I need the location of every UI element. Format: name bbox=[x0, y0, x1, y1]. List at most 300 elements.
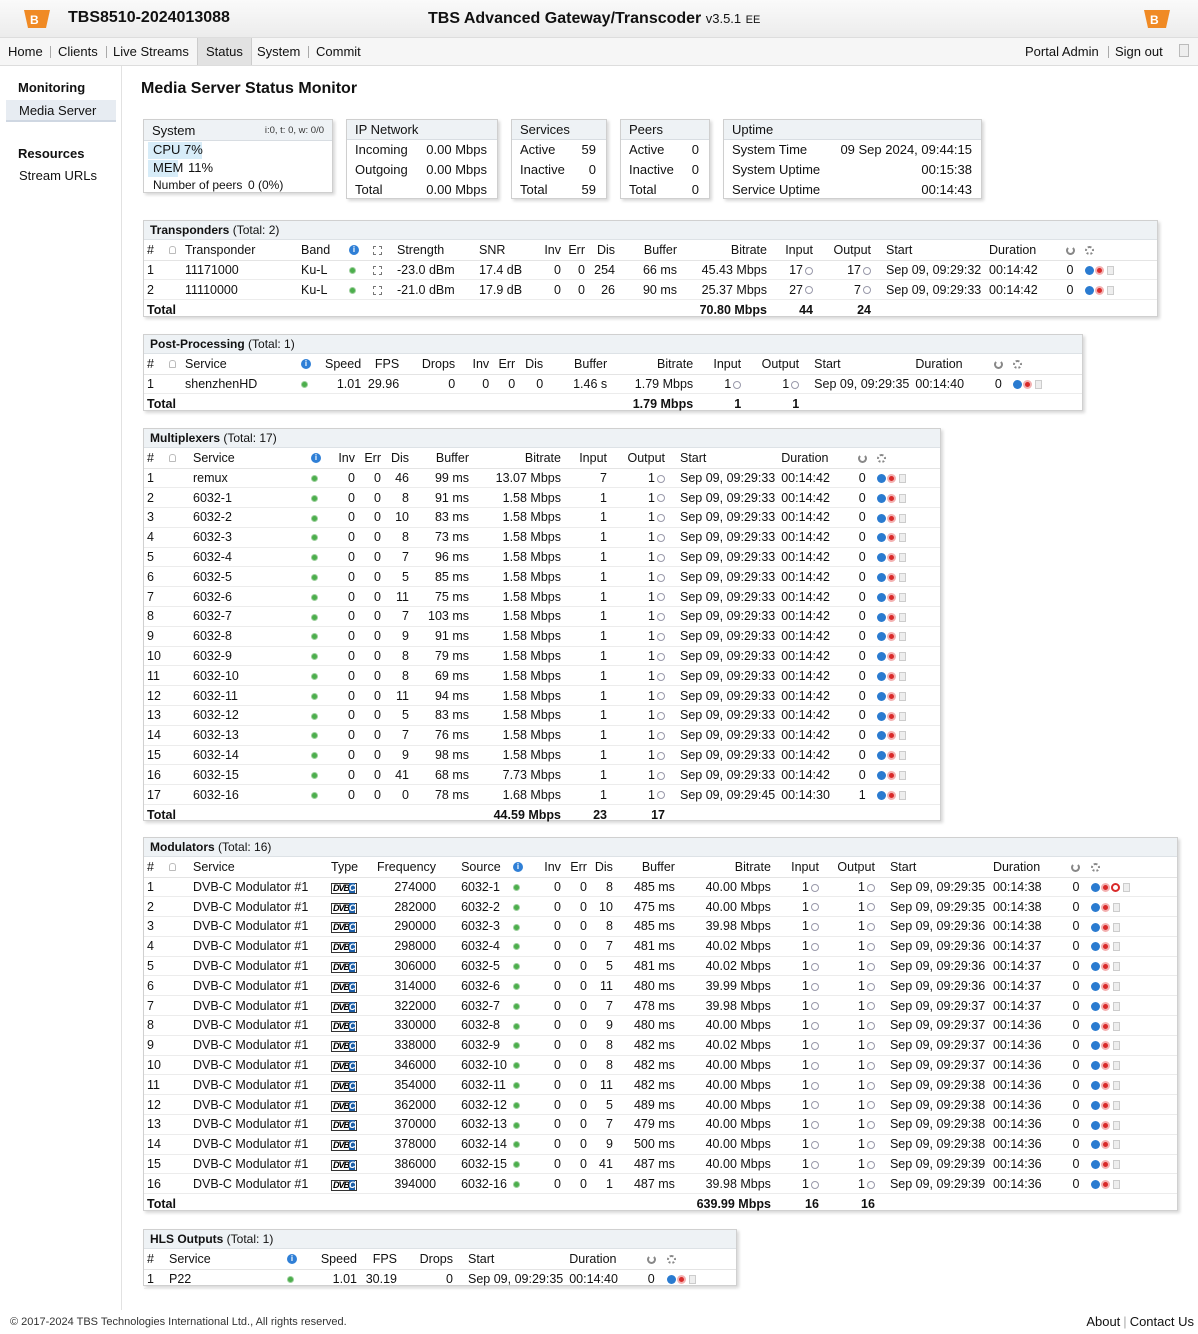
col-input[interactable]: Input bbox=[696, 354, 744, 374]
document-icon[interactable] bbox=[899, 652, 906, 661]
document-icon[interactable] bbox=[1113, 1180, 1120, 1189]
play-icon[interactable] bbox=[877, 791, 886, 800]
magnifier-icon[interactable] bbox=[811, 903, 819, 911]
input[interactable] bbox=[774, 1075, 822, 1095]
output[interactable] bbox=[822, 1055, 878, 1075]
col-service[interactable]: Service bbox=[190, 448, 308, 468]
col-err[interactable]: Err bbox=[564, 857, 590, 877]
nav-sign-out[interactable]: Sign out bbox=[1115, 44, 1163, 59]
play-icon[interactable] bbox=[1091, 962, 1100, 971]
play-icon[interactable] bbox=[1091, 1121, 1100, 1130]
stop-icon[interactable] bbox=[1101, 1121, 1110, 1130]
col-frequency[interactable]: Frequency bbox=[374, 857, 439, 877]
stop-icon[interactable] bbox=[1101, 1022, 1110, 1031]
col-inv[interactable]: Inv bbox=[332, 448, 358, 468]
col-duration[interactable]: Duration bbox=[986, 240, 1058, 260]
col-duration[interactable]: Duration bbox=[566, 1249, 638, 1269]
output[interactable] bbox=[610, 745, 668, 765]
output[interactable] bbox=[822, 1095, 878, 1115]
document-icon[interactable] bbox=[1113, 942, 1120, 951]
contact-link[interactable]: Contact Us bbox=[1129, 1314, 1194, 1329]
magnifier-icon[interactable] bbox=[657, 494, 665, 502]
magnifier-icon[interactable] bbox=[867, 1002, 875, 1010]
col-start[interactable]: Start bbox=[802, 354, 912, 374]
play-icon[interactable] bbox=[1091, 1041, 1100, 1050]
antenna-icon[interactable] bbox=[373, 266, 382, 275]
magnifier-icon[interactable] bbox=[867, 903, 875, 911]
document-icon[interactable] bbox=[1113, 1041, 1120, 1050]
col-inv[interactable]: Inv bbox=[538, 240, 564, 260]
magnifier-icon[interactable] bbox=[867, 1062, 875, 1070]
magnifier-icon[interactable] bbox=[657, 574, 665, 582]
input[interactable] bbox=[774, 1154, 822, 1174]
play-icon[interactable] bbox=[877, 692, 886, 701]
input[interactable] bbox=[774, 996, 822, 1016]
document-icon[interactable] bbox=[1113, 962, 1120, 971]
magnifier-icon[interactable] bbox=[811, 943, 819, 951]
play-icon[interactable] bbox=[1085, 286, 1094, 295]
antenna-icon[interactable] bbox=[373, 286, 382, 295]
output[interactable] bbox=[816, 280, 874, 300]
output[interactable] bbox=[822, 1154, 878, 1174]
document-icon[interactable] bbox=[1107, 266, 1114, 275]
play-icon[interactable] bbox=[1091, 982, 1100, 991]
input[interactable] bbox=[770, 260, 816, 280]
magnifier-icon[interactable] bbox=[867, 1022, 875, 1030]
output[interactable] bbox=[816, 260, 874, 280]
magnifier-icon[interactable] bbox=[811, 1121, 819, 1129]
col-bitrate[interactable]: Bitrate bbox=[678, 857, 774, 877]
magnifier-icon[interactable] bbox=[811, 1022, 819, 1030]
stop-icon[interactable] bbox=[677, 1275, 686, 1284]
col-service[interactable]: Service bbox=[166, 1249, 284, 1269]
magnifier-icon[interactable] bbox=[657, 554, 665, 562]
stop-icon[interactable] bbox=[1101, 923, 1110, 932]
play-icon[interactable] bbox=[877, 474, 886, 483]
col-output[interactable]: Output bbox=[744, 354, 802, 374]
magnifier-icon[interactable] bbox=[657, 514, 665, 522]
play-icon[interactable] bbox=[1091, 1022, 1100, 1031]
document-icon[interactable] bbox=[899, 771, 906, 780]
col-output[interactable]: Output bbox=[816, 240, 874, 260]
document-icon[interactable] bbox=[1113, 1140, 1120, 1149]
document-icon[interactable] bbox=[899, 474, 906, 483]
magnifier-icon[interactable] bbox=[867, 1121, 875, 1129]
play-icon[interactable] bbox=[877, 573, 886, 582]
document-icon[interactable] bbox=[899, 712, 906, 721]
play-icon[interactable] bbox=[1091, 1081, 1100, 1090]
input[interactable] bbox=[696, 374, 744, 394]
col-drops[interactable]: Drops bbox=[402, 354, 458, 374]
document-icon[interactable] bbox=[899, 533, 906, 542]
col-strength[interactable]: Strength bbox=[394, 240, 476, 260]
play-icon[interactable] bbox=[1091, 903, 1100, 912]
document-icon[interactable] bbox=[1113, 1022, 1120, 1031]
stop-icon[interactable] bbox=[887, 474, 896, 483]
stop-icon[interactable] bbox=[887, 672, 896, 681]
input[interactable] bbox=[774, 1174, 822, 1194]
sidebar-item-media-server[interactable]: Media Server bbox=[6, 100, 116, 122]
document-icon[interactable] bbox=[899, 494, 906, 503]
col-inv[interactable]: Inv bbox=[458, 354, 492, 374]
play-icon[interactable] bbox=[1091, 1160, 1100, 1169]
play-icon[interactable] bbox=[877, 533, 886, 542]
play-icon[interactable] bbox=[1091, 883, 1100, 892]
output[interactable] bbox=[610, 626, 668, 646]
input-value: 1 bbox=[801, 1077, 809, 1092]
play-icon[interactable] bbox=[1091, 1061, 1100, 1070]
col-dis[interactable]: Dis bbox=[518, 354, 546, 374]
magnifier-icon[interactable] bbox=[867, 943, 875, 951]
play-icon[interactable] bbox=[877, 632, 886, 641]
output[interactable] bbox=[610, 666, 668, 686]
output[interactable] bbox=[822, 976, 878, 996]
magnifier-icon[interactable] bbox=[867, 1082, 875, 1090]
document-icon[interactable] bbox=[899, 593, 906, 602]
document-icon[interactable] bbox=[1113, 903, 1120, 912]
col-transponder[interactable]: Transponder bbox=[182, 240, 298, 260]
stop-icon[interactable] bbox=[1101, 1180, 1110, 1189]
col-duration[interactable]: Duration bbox=[778, 448, 850, 468]
magnifier-icon[interactable] bbox=[811, 1082, 819, 1090]
output[interactable] bbox=[610, 567, 668, 587]
nav-status[interactable]: Status bbox=[197, 38, 252, 65]
nav-clients[interactable]: Clients bbox=[58, 44, 98, 59]
output[interactable] bbox=[822, 917, 878, 937]
play-icon[interactable] bbox=[1013, 380, 1022, 389]
stop-icon[interactable] bbox=[887, 514, 896, 523]
magnifier-icon[interactable] bbox=[867, 1101, 875, 1109]
output[interactable] bbox=[822, 1035, 878, 1055]
col-duration[interactable]: Duration bbox=[912, 354, 986, 374]
output[interactable] bbox=[822, 897, 878, 917]
stop-icon[interactable] bbox=[1101, 1160, 1110, 1169]
output[interactable] bbox=[610, 607, 668, 627]
col-bitrate[interactable]: Bitrate bbox=[610, 354, 696, 374]
stop-icon[interactable] bbox=[1101, 1081, 1110, 1090]
status-cell bbox=[510, 897, 534, 917]
stop-icon[interactable] bbox=[887, 771, 896, 780]
document-icon[interactable] bbox=[1113, 1121, 1120, 1130]
magnifier-icon[interactable] bbox=[867, 1181, 875, 1189]
magnifier-icon[interactable] bbox=[657, 534, 665, 542]
output[interactable] bbox=[610, 646, 668, 666]
stop-icon[interactable] bbox=[887, 613, 896, 622]
output[interactable] bbox=[610, 725, 668, 745]
document-icon[interactable] bbox=[1107, 286, 1114, 295]
col-band[interactable]: Band bbox=[298, 240, 346, 260]
magnifier-icon[interactable] bbox=[867, 1042, 875, 1050]
magnifier-icon[interactable] bbox=[811, 1042, 819, 1050]
sidebar-item-stream-urls[interactable]: Stream URLs bbox=[19, 168, 98, 183]
magnifier-icon[interactable] bbox=[657, 633, 665, 641]
stop-icon[interactable] bbox=[887, 692, 896, 701]
magnifier-icon[interactable] bbox=[657, 712, 665, 720]
stop-icon[interactable] bbox=[1023, 380, 1032, 389]
restart-icon[interactable] bbox=[1111, 883, 1120, 892]
magnifier-icon[interactable] bbox=[867, 923, 875, 931]
output[interactable] bbox=[822, 1174, 878, 1194]
magnifier-icon[interactable] bbox=[867, 884, 875, 892]
magnifier-icon[interactable] bbox=[863, 267, 871, 275]
start: Sep 09, 09:29:32 bbox=[874, 260, 986, 280]
col-drops[interactable]: Drops bbox=[400, 1249, 456, 1269]
output[interactable] bbox=[610, 468, 668, 488]
stop-icon[interactable] bbox=[887, 553, 896, 562]
col-input[interactable]: Input bbox=[774, 857, 822, 877]
input[interactable] bbox=[774, 1055, 822, 1075]
col-err[interactable]: Err bbox=[564, 240, 588, 260]
stop-icon[interactable] bbox=[1095, 266, 1104, 275]
col-inv[interactable]: Inv bbox=[534, 857, 564, 877]
magnifier-icon[interactable] bbox=[657, 772, 665, 780]
input[interactable] bbox=[774, 1035, 822, 1055]
play-icon[interactable] bbox=[1091, 1101, 1100, 1110]
document-icon[interactable] bbox=[899, 692, 906, 701]
output[interactable] bbox=[822, 996, 878, 1016]
col-service[interactable]: Service bbox=[190, 857, 328, 877]
magnifier-icon[interactable] bbox=[733, 381, 741, 389]
output[interactable] bbox=[610, 488, 668, 508]
magnifier-icon[interactable] bbox=[811, 1062, 819, 1070]
col-fps[interactable]: FPS bbox=[364, 354, 402, 374]
play-icon[interactable] bbox=[877, 672, 886, 681]
play-icon[interactable] bbox=[1091, 1002, 1100, 1011]
play-icon[interactable] bbox=[877, 731, 886, 740]
stop-icon[interactable] bbox=[1101, 982, 1110, 991]
stop-icon[interactable] bbox=[887, 494, 896, 503]
col-buffer[interactable]: Buffer bbox=[616, 857, 678, 877]
play-icon[interactable] bbox=[877, 751, 886, 760]
output[interactable] bbox=[744, 374, 802, 394]
lock-icon[interactable] bbox=[1179, 44, 1189, 57]
document-icon[interactable] bbox=[1113, 982, 1120, 991]
output[interactable] bbox=[610, 706, 668, 726]
col-dis[interactable]: Dis bbox=[590, 857, 616, 877]
input[interactable] bbox=[774, 936, 822, 956]
col-err[interactable]: Err bbox=[492, 354, 518, 374]
document-icon[interactable] bbox=[1113, 1101, 1120, 1110]
col-buffer[interactable]: Buffer bbox=[412, 448, 472, 468]
magnifier-icon[interactable] bbox=[863, 286, 871, 294]
col-start[interactable]: Start bbox=[456, 1249, 566, 1269]
output[interactable] bbox=[822, 1115, 878, 1135]
col-output[interactable]: Output bbox=[822, 857, 878, 877]
stop-icon[interactable] bbox=[887, 573, 896, 582]
magnifier-icon[interactable] bbox=[657, 593, 665, 601]
input[interactable] bbox=[774, 917, 822, 937]
input[interactable] bbox=[774, 1115, 822, 1135]
col-err[interactable]: Err bbox=[358, 448, 384, 468]
stop-icon[interactable] bbox=[1101, 903, 1110, 912]
col-service[interactable]: Service bbox=[182, 354, 298, 374]
magnifier-icon[interactable] bbox=[811, 983, 819, 991]
nav-system[interactable]: System bbox=[257, 44, 301, 59]
stop-icon[interactable] bbox=[1101, 1101, 1110, 1110]
document-icon[interactable] bbox=[899, 514, 906, 523]
document-icon[interactable] bbox=[899, 632, 906, 641]
col-buffer[interactable]: Buffer bbox=[618, 240, 680, 260]
output[interactable] bbox=[610, 587, 668, 607]
document-icon[interactable] bbox=[899, 731, 906, 740]
document-icon[interactable] bbox=[899, 573, 906, 582]
col-snr[interactable]: SNR bbox=[476, 240, 538, 260]
magnifier-icon[interactable] bbox=[657, 475, 665, 483]
output[interactable] bbox=[822, 877, 878, 897]
magnifier-icon[interactable] bbox=[657, 791, 665, 799]
nav-portal-admin[interactable]: Portal Admin bbox=[1025, 44, 1099, 59]
document-icon[interactable] bbox=[1035, 380, 1042, 389]
document-icon[interactable] bbox=[899, 672, 906, 681]
input[interactable] bbox=[774, 877, 822, 897]
magnifier-icon[interactable] bbox=[811, 1181, 819, 1189]
dis: 11 bbox=[384, 587, 412, 607]
input[interactable] bbox=[774, 1134, 822, 1154]
stop-icon[interactable] bbox=[1101, 1002, 1110, 1011]
play-icon[interactable] bbox=[877, 712, 886, 721]
output[interactable] bbox=[822, 936, 878, 956]
magnifier-icon[interactable] bbox=[811, 1101, 819, 1109]
magnifier-icon[interactable] bbox=[657, 673, 665, 681]
play-icon[interactable] bbox=[877, 494, 886, 503]
magnifier-icon[interactable] bbox=[811, 1141, 819, 1149]
document-icon[interactable] bbox=[1113, 1061, 1120, 1070]
nav-home[interactable]: Home bbox=[8, 44, 43, 59]
magnifier-icon[interactable] bbox=[791, 381, 799, 389]
magnifier-icon[interactable] bbox=[657, 752, 665, 760]
magnifier-icon[interactable] bbox=[867, 1161, 875, 1169]
input: 1 bbox=[564, 626, 610, 646]
stop-icon[interactable] bbox=[887, 533, 896, 542]
actions-cell bbox=[874, 527, 940, 547]
magnifier-icon[interactable] bbox=[805, 286, 813, 294]
play-icon[interactable] bbox=[877, 652, 886, 661]
input[interactable] bbox=[774, 1016, 822, 1036]
play-icon[interactable] bbox=[877, 514, 886, 523]
stop-icon[interactable] bbox=[887, 652, 896, 661]
document-icon[interactable] bbox=[899, 791, 906, 800]
output[interactable] bbox=[610, 547, 668, 567]
play-icon[interactable] bbox=[877, 553, 886, 562]
stop-icon[interactable] bbox=[1101, 942, 1110, 951]
col-dis[interactable]: Dis bbox=[384, 448, 412, 468]
document-icon[interactable] bbox=[1113, 1081, 1120, 1090]
col-output[interactable]: Output bbox=[610, 448, 668, 468]
stop-icon[interactable] bbox=[1101, 962, 1110, 971]
play-icon[interactable] bbox=[667, 1275, 676, 1284]
col-speed[interactable]: Speed bbox=[308, 1249, 360, 1269]
input[interactable] bbox=[770, 280, 816, 300]
stop-icon[interactable] bbox=[887, 731, 896, 740]
col-fps[interactable]: FPS bbox=[360, 1249, 400, 1269]
document-icon[interactable] bbox=[1123, 883, 1130, 892]
play-icon[interactable] bbox=[877, 771, 886, 780]
col-bitrate[interactable]: Bitrate bbox=[680, 240, 770, 260]
stop-icon[interactable] bbox=[887, 791, 896, 800]
output[interactable] bbox=[610, 765, 668, 785]
nav-commit[interactable]: Commit bbox=[316, 44, 361, 59]
stop-icon[interactable] bbox=[887, 593, 896, 602]
input[interactable] bbox=[774, 956, 822, 976]
output[interactable] bbox=[610, 508, 668, 528]
magnifier-icon[interactable] bbox=[811, 963, 819, 971]
document-icon[interactable] bbox=[689, 1275, 696, 1284]
row-num: 15 bbox=[144, 1154, 166, 1174]
col-start[interactable]: Start bbox=[668, 448, 778, 468]
play-icon[interactable] bbox=[877, 613, 886, 622]
magnifier-icon[interactable] bbox=[657, 692, 665, 700]
stop-icon[interactable] bbox=[1101, 883, 1110, 892]
play-icon[interactable] bbox=[1091, 923, 1100, 932]
magnifier-icon[interactable] bbox=[811, 1161, 819, 1169]
input[interactable] bbox=[774, 1095, 822, 1115]
col-input[interactable]: Input bbox=[770, 240, 816, 260]
stop-icon[interactable] bbox=[887, 712, 896, 721]
play-icon[interactable] bbox=[1091, 942, 1100, 951]
stop-icon[interactable] bbox=[1101, 1061, 1110, 1070]
play-icon[interactable] bbox=[877, 593, 886, 602]
document-icon[interactable] bbox=[1113, 1160, 1120, 1169]
about-link[interactable]: About bbox=[1086, 1314, 1121, 1329]
col-bitrate[interactable]: Bitrate bbox=[472, 448, 564, 468]
magnifier-icon[interactable] bbox=[867, 983, 875, 991]
col-start[interactable]: Start bbox=[878, 857, 990, 877]
nav-live-streams[interactable]: Live Streams bbox=[113, 44, 189, 59]
stop-icon[interactable] bbox=[1095, 286, 1104, 295]
col-type[interactable]: Type bbox=[328, 857, 374, 877]
magnifier-icon[interactable] bbox=[811, 884, 819, 892]
stop-icon[interactable] bbox=[1101, 1041, 1110, 1050]
document-icon[interactable] bbox=[899, 613, 906, 622]
col-start[interactable]: Start bbox=[874, 240, 986, 260]
stop-icon[interactable] bbox=[887, 751, 896, 760]
stop-icon[interactable] bbox=[887, 632, 896, 641]
document-icon[interactable] bbox=[899, 553, 906, 562]
col-dis[interactable]: Dis bbox=[588, 240, 618, 260]
magnifier-icon[interactable] bbox=[867, 1141, 875, 1149]
col-buffer[interactable]: Buffer bbox=[546, 354, 610, 374]
document-icon[interactable] bbox=[1113, 1002, 1120, 1011]
col-speed[interactable]: Speed bbox=[322, 354, 364, 374]
output[interactable] bbox=[610, 686, 668, 706]
magnifier-icon[interactable] bbox=[811, 1002, 819, 1010]
document-icon[interactable] bbox=[899, 751, 906, 760]
stop-icon[interactable] bbox=[1101, 1140, 1110, 1149]
magnifier-icon[interactable] bbox=[657, 653, 665, 661]
output[interactable] bbox=[822, 956, 878, 976]
input[interactable] bbox=[774, 897, 822, 917]
col-duration[interactable]: Duration bbox=[990, 857, 1064, 877]
output[interactable] bbox=[610, 527, 668, 547]
col-source[interactable]: Source bbox=[439, 857, 510, 877]
magnifier-icon[interactable] bbox=[805, 267, 813, 275]
play-icon[interactable] bbox=[1091, 1140, 1100, 1149]
output[interactable] bbox=[822, 1075, 878, 1095]
document-icon[interactable] bbox=[1113, 923, 1120, 932]
output[interactable] bbox=[822, 1016, 878, 1036]
magnifier-icon[interactable] bbox=[657, 613, 665, 621]
magnifier-icon[interactable] bbox=[657, 732, 665, 740]
col-input[interactable]: Input bbox=[564, 448, 610, 468]
input[interactable] bbox=[774, 976, 822, 996]
hls-table bbox=[144, 1249, 736, 1289]
output[interactable] bbox=[610, 785, 668, 805]
output[interactable] bbox=[822, 1134, 878, 1154]
play-icon[interactable] bbox=[1085, 266, 1094, 275]
magnifier-icon[interactable] bbox=[811, 923, 819, 931]
play-icon[interactable] bbox=[1091, 1180, 1100, 1189]
magnifier-icon[interactable] bbox=[867, 963, 875, 971]
